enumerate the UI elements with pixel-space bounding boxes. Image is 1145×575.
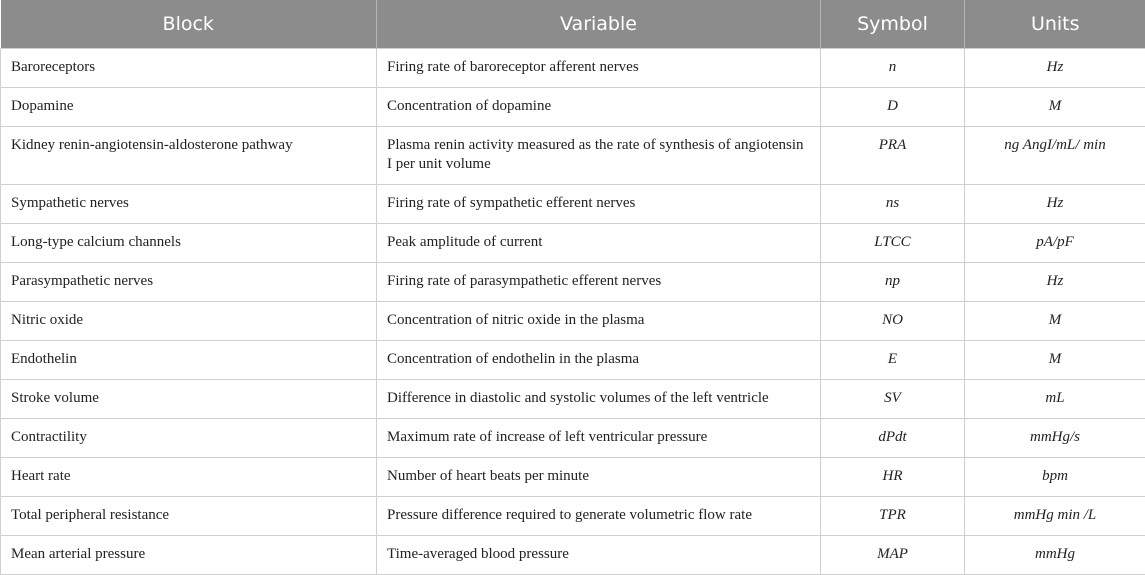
cell-block: Long-type calcium channels: [1, 224, 377, 263]
cell-variable: Concentration of dopamine: [377, 88, 821, 127]
cell-symbol: PRA: [821, 127, 965, 185]
cell-block: Mean arterial pressure: [1, 536, 377, 575]
cell-units: Hz: [965, 49, 1145, 88]
table-row: [1, 419, 1145, 458]
table-row: [1, 224, 1145, 263]
cell-variable: Time-averaged blood pressure: [377, 536, 821, 575]
table-row: [1, 185, 1145, 224]
cell-units: bpm: [965, 458, 1145, 497]
cell-units: mL: [965, 380, 1145, 419]
table-row: [1, 380, 1145, 419]
cell-symbol: SV: [821, 380, 965, 419]
cell-block: Dopamine: [1, 88, 377, 127]
header-units: Units: [965, 0, 1145, 49]
table-row: [1, 302, 1145, 341]
cell-block: Kidney renin-angiotensin-aldosterone pathway: [1, 127, 377, 185]
table-row: [1, 127, 1145, 185]
cell-variable: Maximum rate of increase of left ventricular pressure: [377, 419, 821, 458]
cell-block: Sympathetic nerves: [1, 185, 377, 224]
cell-symbol: TPR: [821, 497, 965, 536]
header-variable: Variable: [377, 0, 821, 49]
cell-variable: Concentration of endothelin in the plasma: [377, 341, 821, 380]
cell-block: Nitric oxide: [1, 302, 377, 341]
table-row: [1, 263, 1145, 302]
table-body: [1, 49, 1145, 575]
cell-units: ng AngI/mL/ min: [965, 127, 1145, 185]
cell-units: mmHg: [965, 536, 1145, 575]
cell-block: Parasympathetic nerves: [1, 263, 377, 302]
table-row: [1, 49, 1145, 88]
header-block: Block: [1, 0, 377, 49]
cell-symbol: n: [821, 49, 965, 88]
table-row: [1, 88, 1145, 127]
cell-symbol: E: [821, 341, 965, 380]
cell-units: M: [965, 302, 1145, 341]
cell-variable: Number of heart beats per minute: [377, 458, 821, 497]
table-row: [1, 458, 1145, 497]
cell-symbol: LTCC: [821, 224, 965, 263]
cell-variable: Firing rate of parasympathetic efferent nerves: [377, 263, 821, 302]
cell-units: pA/pF: [965, 224, 1145, 263]
cell-block: Total peripheral resistance: [1, 497, 377, 536]
cell-units: M: [965, 88, 1145, 127]
cell-symbol: D: [821, 88, 965, 127]
cell-block: Stroke volume: [1, 380, 377, 419]
cell-variable: Pressure difference required to generate volumetric flow rate: [377, 497, 821, 536]
cell-block: Baroreceptors: [1, 49, 377, 88]
cell-symbol: np: [821, 263, 965, 302]
table-row: [1, 497, 1145, 536]
header-row: [1, 0, 1145, 49]
cell-symbol: NO: [821, 302, 965, 341]
cell-variable: Firing rate of baroreceptor afferent nerves: [377, 49, 821, 88]
cell-variable: Difference in diastolic and systolic volumes of the left ventricle: [377, 380, 821, 419]
header-symbol: Symbol: [821, 0, 965, 49]
table-row: [1, 536, 1145, 575]
cell-variable: Firing rate of sympathetic efferent nerves: [377, 185, 821, 224]
cell-units: M: [965, 341, 1145, 380]
cell-variable: Concentration of nitric oxide in the plasma: [377, 302, 821, 341]
cell-variable: Peak amplitude of current: [377, 224, 821, 263]
cell-units: mmHg/s: [965, 419, 1145, 458]
cell-symbol: MAP: [821, 536, 965, 575]
cell-units: mmHg min /L: [965, 497, 1145, 536]
cell-block: Heart rate: [1, 458, 377, 497]
cell-symbol: ns: [821, 185, 965, 224]
cell-block: Contractility: [1, 419, 377, 458]
cell-block: Endothelin: [1, 341, 377, 380]
cell-symbol: HR: [821, 458, 965, 497]
table-header: [1, 0, 1145, 49]
table-row: [1, 341, 1145, 380]
cell-variable: Plasma renin activity measured as the rate of synthesis of angiotensin I per unit volume: [377, 127, 821, 185]
cell-units: Hz: [965, 185, 1145, 224]
cell-symbol: dPdt: [821, 419, 965, 458]
cell-units: Hz: [965, 263, 1145, 302]
